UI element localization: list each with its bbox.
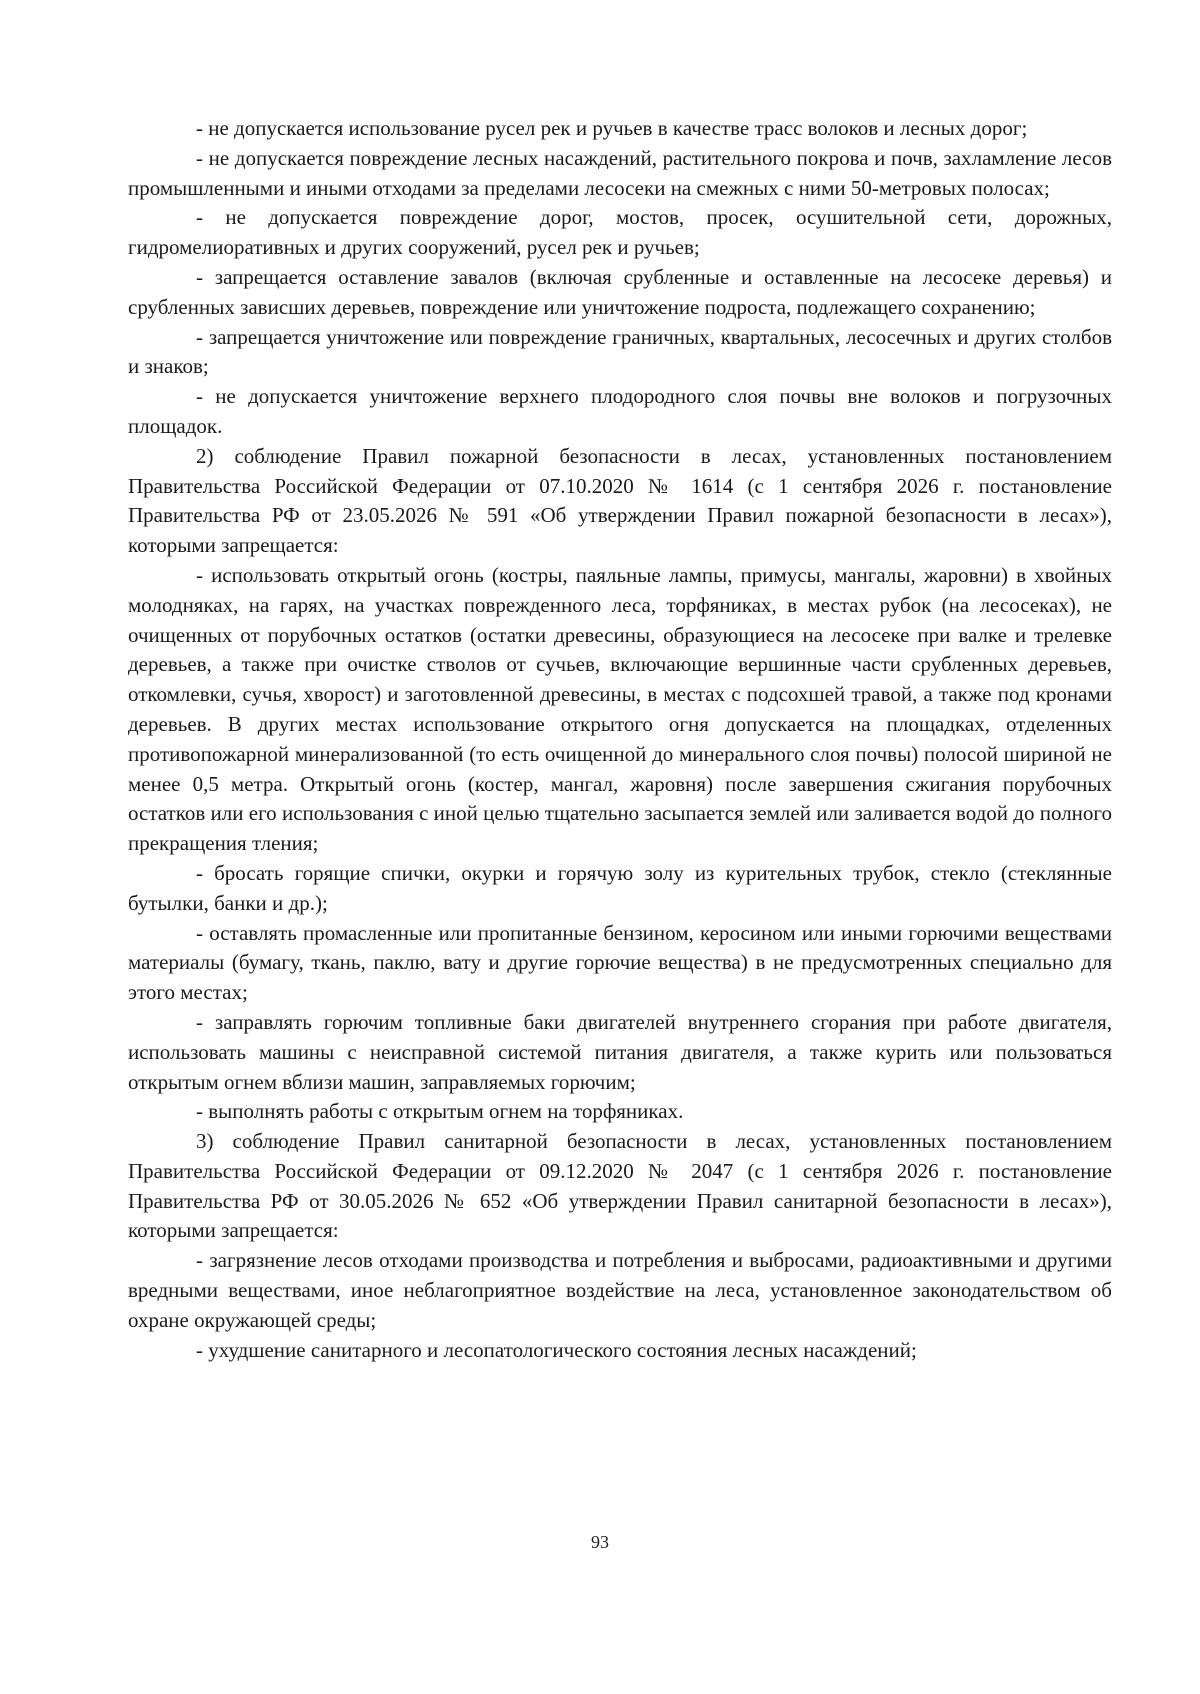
paragraph: - ухудшение санитарного и лесопатологического состояния лесных насаждений;: [196, 1337, 917, 1362]
paragraph: - оставлять промасленные или пропитанные бензином, керосином или иными горючими веществами материалы (бумагу, ткань, паклю, вату и другие горючие вещества) в не предусмотренных специально для этого местах;: [128, 920, 1112, 1005]
paragraph: - не допускается использование русел рек и ручьев в качестве трасс волоков и лесных дорог;: [196, 116, 1028, 140]
paragraph: - запрещается уничтожение или повреждение граничных, квартальных, лесосечных и других столбов и знаков;: [128, 324, 1112, 379]
paragraph: - использовать открытый огонь (костры, паяльные лампы, примусы, мангалы, жаровни) в хвойных молодняках, на гарях, на участках поврежденного леса, торфяниках, в местах рубок (на лесосеках), не очищенных от порубочных остатков (остатки древесины, образующиеся на лесосеке при валке и трелевке деревьев, а также при очистке стволов от сучьев, включающие вершинные части срубленных деревьев, откомлевки, сучья, хворост) и заготовленной древесины, в местах с подсохшей травой, а также под кронами деревьев. В других местах использование открытого огня допускается на площадках, отделенных противопожарной минерализованной (то есть очищенной до минерального слоя почвы) полосой шириной не менее 0,5 метра. Открытый огонь (костер, мангал, жаровня) после завершения сжигания порубочных остатков или его использования с иной целью тщательно засыпается землей или заливается водой до полного прекращения тления;: [128, 562, 1112, 856]
paragraph: 3) соблюдение Правил санитарной безопасности в лесах, установленных постановлением Правительства Российской Федерации от 09.12.2020 № 2047 (с 1 сентября 2026 г. постановление Правительства РФ от 30.05.2026 № 652 «Об утверждении Правил санитарной безопасности в лесах»), которыми запрещается:: [128, 1129, 1112, 1243]
paragraph: 2) соблюдение Правил пожарной безопасности в лесах, установленных постановлением Правительства Российской Федерации от 07.10.2020 № 1614 (с 1 сентября 2026 г. постановление Правительства РФ от 23.05.2026 № 591 «Об утверждении Правил пожарной безопасности в лесах»), которыми запрещается:: [128, 443, 1112, 558]
paragraph: - не допускается уничтожение верхнего плодородного слоя почвы вне волоков и погрузочных площадок.: [128, 384, 1112, 438]
paragraph: - бросать горящие спички, окурки и горячую золу из курительных трубок, стекло (стеклянные бутылки, банки и др.);: [128, 860, 1112, 915]
paragraph: - не допускается повреждение лесных насаждений, растительного покрова и почв, захламление лесов промышленными и иными отходами за пределами лесосеки на смежных с ними 50-метровых полосах;: [128, 145, 1112, 200]
body-text: [128, 114, 1112, 1365]
page-number: 93: [591, 1532, 609, 1552]
paragraph: - загрязнение лесов отходами производства и потребления и выбросами, радиоактивными и другими вредными веществами, иное неблагоприятное воздействие на леса, установленное законодательством об охране окружающей среды;: [128, 1248, 1112, 1332]
paragraph: - выполнять работы с открытым огнем на торфяниках.: [196, 1099, 684, 1124]
paragraph: - не допускается повреждение дорог, мостов, просек, осушительной сети, дорожных, гидромелиоративных и других сооружений, русел рек и ручьев;: [128, 205, 1112, 260]
paragraph: - заправлять горючим топливные баки двигателей внутреннего сгорания при работе двигателя, использовать машины с неисправной системой питания двигателя, а также курить или пользоваться открытым огнем вблизи машин, заправляемых горючим;: [128, 1009, 1112, 1094]
paragraph: - запрещается оставление завалов (включая срубленные и оставленные на лесосеке деревья) и срубленных зависших деревьев, повреждение или уничтожение подроста, подлежащего сохранению;: [128, 264, 1112, 319]
